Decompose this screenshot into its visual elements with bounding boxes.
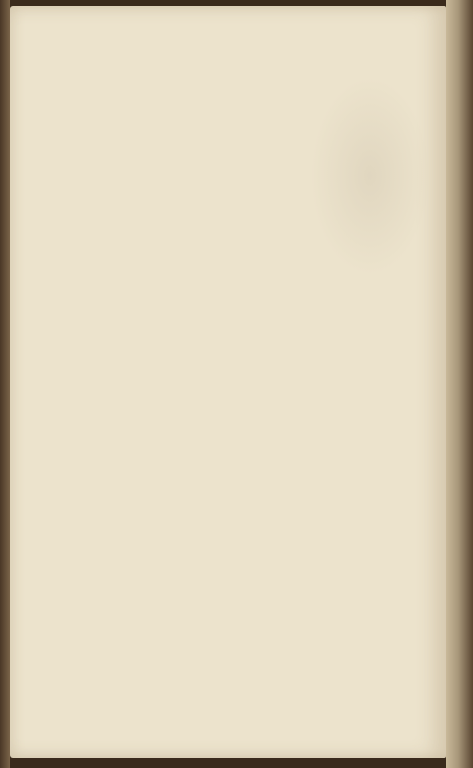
- book-page: [10, 6, 446, 758]
- ink-bleed-through: [310, 76, 430, 276]
- book-left-edge: [0, 0, 10, 768]
- book-spine: [446, 0, 473, 768]
